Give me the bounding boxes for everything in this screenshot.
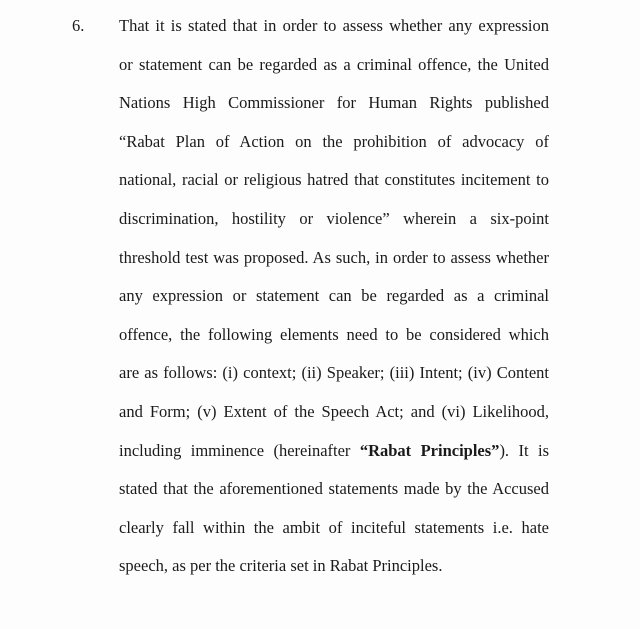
paragraph-line: are as follows: (i) context; (ii) Speaker; (iii) Intent; (iv) Content	[119, 363, 549, 383]
paragraph-number: 6.	[72, 16, 85, 35]
paragraph-line-last: speech, as per the criteria set in Rabat Principles.	[119, 556, 443, 576]
paragraph-line: any expression or statement can be regarded as a criminal	[119, 286, 549, 306]
paragraph-line: or statement can be regarded as a criminal offence, the United	[119, 54, 549, 74]
line-text-before-term: including imminence (hereinafter	[119, 440, 360, 460]
paragraph-line: national, racial or religious hatred that constitutes incitement to	[119, 170, 549, 190]
paragraph-line: offence, the following elements need to be considered which	[119, 324, 549, 344]
paragraph-line: stated that the aforementioned statements made by the Accused	[119, 479, 549, 499]
paragraph-line: clearly fall within the ambit of inciteful statements i.e. hate	[119, 517, 549, 537]
paragraph-line: discrimination, hostility or violence” wherein a six-point	[119, 208, 549, 228]
paragraph-line: and Form; (v) Extent of the Speech Act; and (vi) Likelihood,	[119, 401, 549, 421]
paragraph-line: “Rabat Plan of Action on the prohibition of advocacy of	[119, 131, 549, 151]
paragraph-line-with-defined-term	[119, 439, 549, 478]
defined-term-rabat-principles: “Rabat Principles”	[359, 440, 500, 460]
paragraph-body	[119, 14, 549, 593]
paragraph-line: threshold test was proposed. As such, in order to assess whether	[119, 247, 549, 267]
line-text-after-term: ). It is	[499, 440, 549, 460]
paragraph-line: Nations High Commissioner for Human Rights published	[119, 93, 549, 113]
paragraph-line: That it is stated that in order to assess whether any expression	[119, 16, 549, 35]
